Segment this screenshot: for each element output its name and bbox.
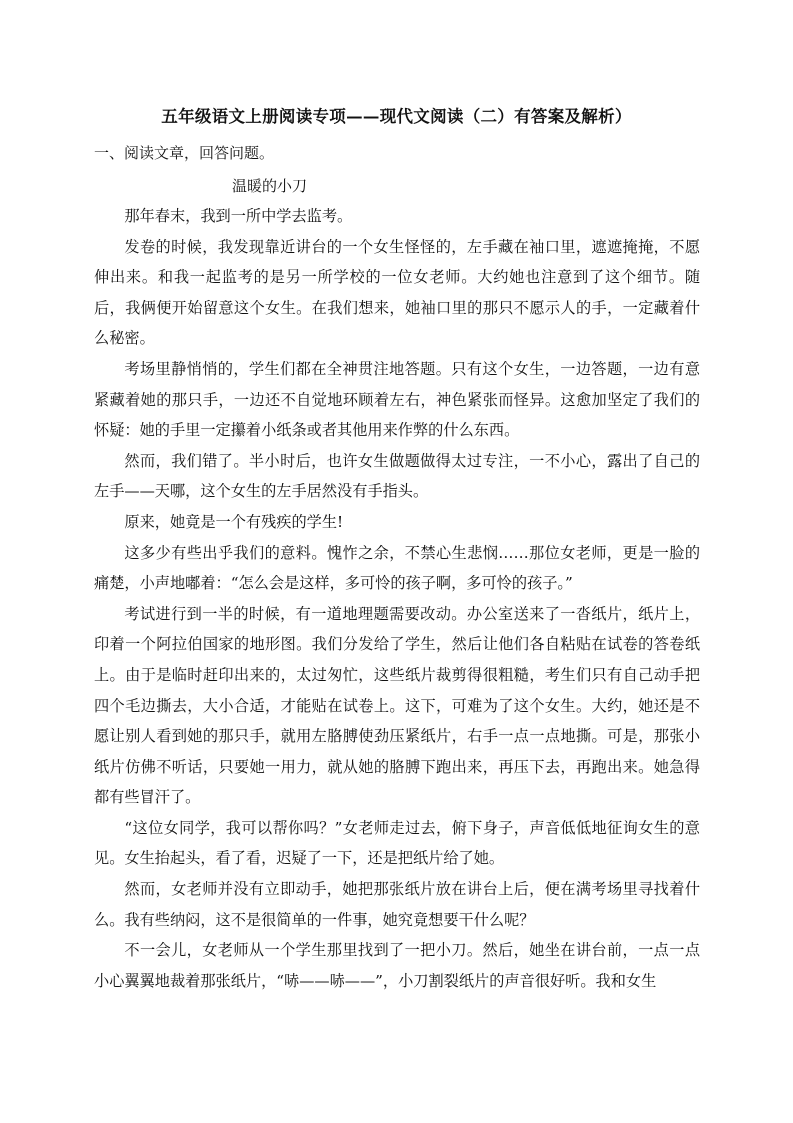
section-heading: 一、阅读文章，回答问题。 [94,144,275,162]
paragraph: 发卷的时候，我发现靠近讲台的一个女生怪怪的，左手藏在袖口里，遮遮掩掩，不愿伸出来。和我一起监考的是另一所学校的一位女老师。大约她也注意到了这个细节。随后，我俩便开始留意这个女生。在我们想来，她袖口里的那只不愿示人的手，一定藏着什么秘密。 [94,237,700,348]
paragraph: 考场里静悄悄的，学生们都在全神贯注地答题。只有这个女生，一边答题，一边有意紧藏着她的那只手，一边还不自觉地环顾着左右，神色紧张而怪异。这愈加坚定了我们的怀疑：她的手里一定攥着小纸条或者其他用来作弊的什么东西。 [94,359,700,440]
paragraph: 那年春末，我到一所中学去监考。 [124,207,353,225]
paragraph: 原来，她竟是一个有残疾的学生! [124,512,344,531]
document-title: 五年级语文上册阅读专项——现代文阅读（二）有答案及解析） [161,107,632,126]
article-title: 温暖的小刀 [232,177,308,195]
paragraph: 然而，我们错了。半小时后，也许女生做题做得太过专注，一不小心，露出了自己的左手——天哪，这个女生的左手居然没有手指头。 [94,451,700,501]
paragraph: 然而，女老师并没有立即动手，她把那张纸片放在讲台上后，便在满考场里寻找着什么。我有些纳闷，这不是很简单的一件事，她究竟想要干什么呢？ [94,880,700,929]
paragraph: 考试进行到一半的时候，有一道地理题需要改动。办公室送来了一沓纸片，纸片上，印着一个阿拉伯国家的地形图。我们分发给了学生，然后让他们各自粘贴在试卷的答卷纸上。由于是临时赶印出来的，太过匆忙，这些纸片裁剪得很粗糙，考生们只有自己动手把四个毛边撕去，大小合适，才能贴在试卷上。这下，可难为了这个女生。大约，她还是不愿让别人看到她的那只手，就用左胳膊使劲压紧纸片，右手一点一点地撕。可是，那张小纸片仿佛不听话，只要她一用力，就从她的胳膊下跑出来，再压下去，再跑出来。她急得都有些冒汗了。 [94,604,700,807]
article-body [94,201,700,996]
paragraph: 不一会儿，女老师从一个学生那里找到了一把小刀。然后，她坐在讲台前，一点一点小心翼翼地裁着那张纸片，“哧——哧——”，小刀割裂纸片的声音很好听。我和女生 [94,941,700,990]
paragraph: 这多少有些出乎我们的意料。愧怍之余，不禁心生悲悯……那位女老师，更是一脸的痛楚，小声地嘟着：“怎么会是这样，多可怜的孩子啊，多可怜的孩子。” [94,543,700,593]
paragraph: “这位女同学，我可以帮你吗？”女老师走过去，俯下身子，声音低低地征询女生的意见。女生抬起头，看了看，迟疑了一下，还是把纸片给了她。 [94,818,700,868]
